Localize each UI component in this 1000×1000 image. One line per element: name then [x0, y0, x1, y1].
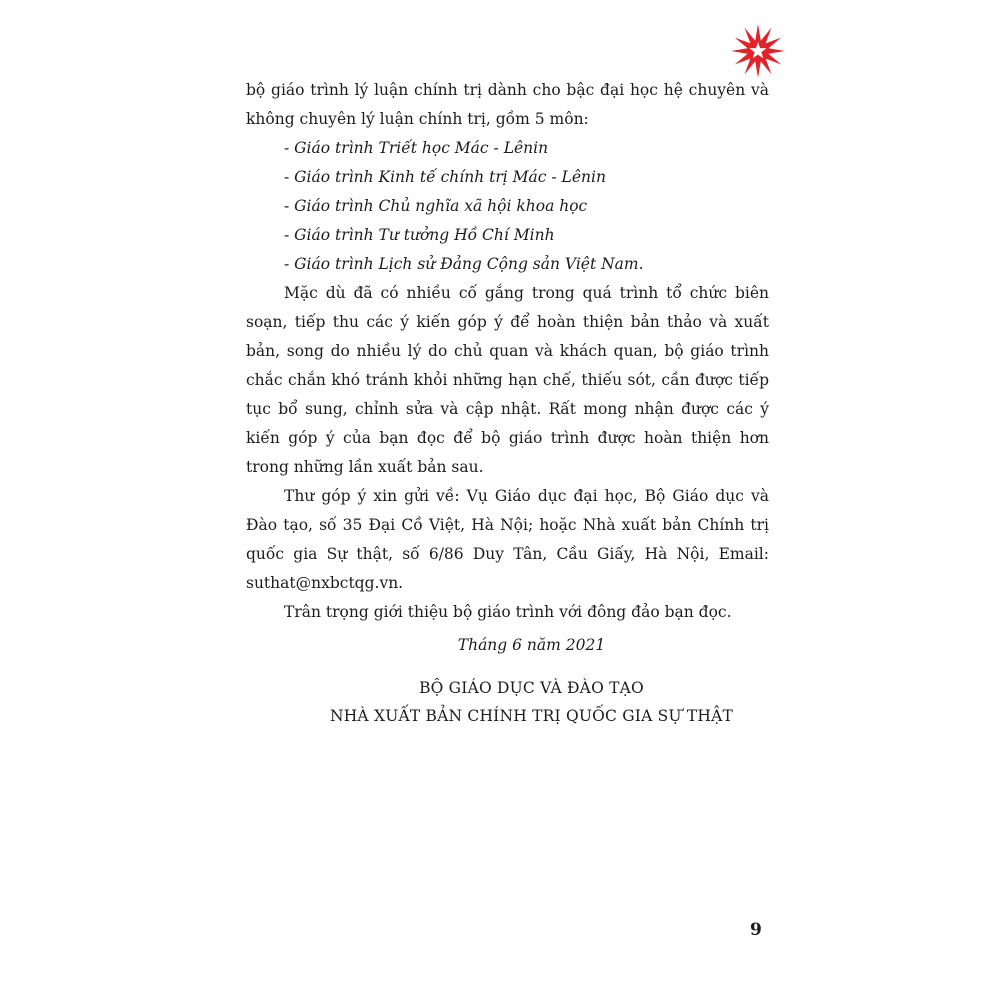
intro-paragraph: bộ giáo trình lý luận chính trị dành cho bậc đại học hệ chuyên và không chuyên lý luận chính trị, gồm 5 môn: [246, 81, 769, 128]
limitations-paragraph: Mặc dù đã có nhiều cố gắng trong quá trình tổ chức biên soạn, tiếp thu các ý kiến góp ý để hoàn thiện bản thảo và xuất bản, song do nhiều lý do chủ quan và khách quan, bộ giáo trình chắc chắn khó tránh khỏi những hạn chế, thiếu sót, cần được tiếp tục bổ sung, chỉnh sửa và cập nhật. Rất mong nhận được các ý kiến góp ý của bạn đọc để bộ giáo trình được hoàn thiện hơn trong những lần xuất bản sau. [246, 284, 769, 476]
course-list [246, 134, 769, 279]
page-content [246, 76, 769, 730]
course-item-political-economy: - Giáo trình Kinh tế chính trị Mác - Lênin [284, 168, 606, 186]
publisher-signature: NHÀ XUẤT BẢN CHÍNH TRỊ QUỐC GIA SỰ THẬT [329, 707, 734, 725]
ministry-signature: BỘ GIÁO DỤC VÀ ĐÀO TẠO [419, 679, 644, 697]
date-line: Tháng 6 năm 2021 [457, 636, 606, 654]
publisher-logo-icon [728, 22, 788, 78]
course-item-philosophy: - Giáo trình Triết học Mác - Lênin [284, 139, 549, 157]
course-item-scientific-socialism: - Giáo trình Chủ nghĩa xã hội khoa học [284, 197, 588, 215]
introduction-closing: Trân trọng giới thiệu bộ giáo trình với đông đảo bạn đọc. [284, 603, 732, 621]
page-number: 9 [750, 920, 762, 940]
feedback-address-paragraph: Thư góp ý xin gửi về: Vụ Giáo dục đại học, Bộ Giáo dục và Đào tạo, số 35 Đại Cồ Việt, Hà Nội; hoặc Nhà xuất bản Chính trị quốc gia Sự thật, số 6/86 Duy Tân, Cầu Giấy, Hà Nội, Email: suthat@nxbctqg.vn. [246, 487, 769, 592]
course-item-ho-chi-minh-thought: - Giáo trình Tư tưởng Hồ Chí Minh [284, 226, 555, 244]
course-item-party-history: - Giáo trình Lịch sử Đảng Cộng sản Việt Nam. [284, 255, 644, 273]
